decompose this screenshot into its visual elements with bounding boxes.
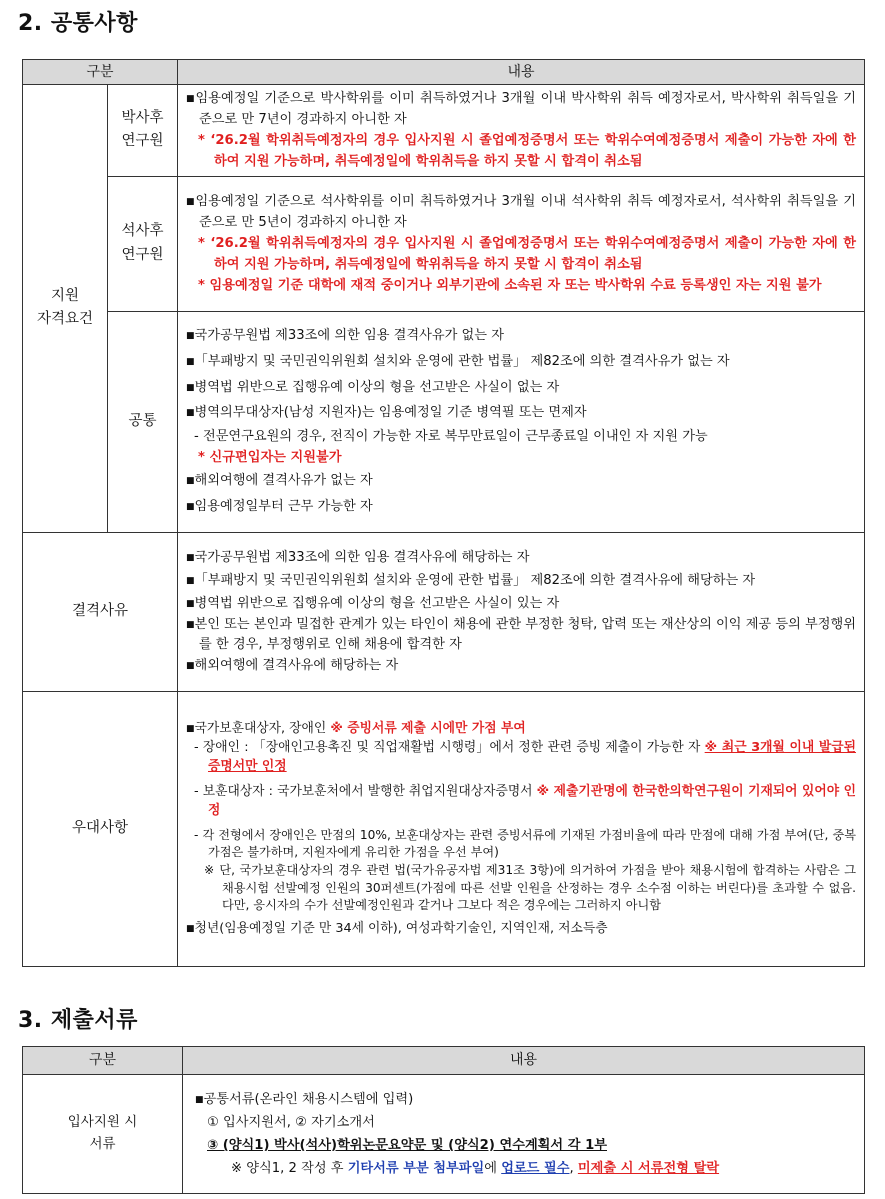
disqualification-content (178, 532, 865, 691)
preference-row (23, 691, 865, 966)
table-header-row (23, 60, 865, 85)
header-content: 내용 (183, 1047, 865, 1075)
common-label: 공통 (108, 311, 178, 532)
common-content (178, 311, 865, 532)
pref-item-2: ■ 청년(임용예정일 기준 만 34세 이하), 여성과학기술인, 지역인재, 저소득층 (186, 919, 856, 938)
postdoc-row (23, 85, 865, 177)
pref-disabled (186, 738, 856, 776)
common-dash-note: - 전문연구요원의 경우, 전직이 가능한 자로 복무만료일이 근무종료일 이내인 자 지원 가능 (194, 429, 708, 445)
submission-documents-table (22, 1046, 865, 1194)
common-requirements-table (22, 59, 865, 967)
application-docs-content (183, 1075, 865, 1194)
qualification-label (23, 85, 108, 533)
section-2-heading: 2. 공통사항 (18, 11, 138, 36)
common-row (23, 311, 865, 532)
pref-disabled-red: ※ 최근 3개월 이내 발급된 증명서만 인정 (208, 739, 856, 775)
docs-note-prefix: ※ 양식1, 2 작성 후 (231, 1161, 348, 1177)
pref-veteran (186, 782, 856, 820)
common-item-6: ■ 임용예정일부터 근무 가능한 자 (186, 494, 856, 520)
postdoc-label-line1: 박사후 (121, 110, 164, 127)
postmaster-star-note-1: * ‘26.2월 학위취득예정자의 경우 입사지원 시 졸업예정증명서 또는 학위수여예정증명서 제출이 가능한 자에 한하여 지원 가능하며, 취득예정일에 학위취득을 하지 못할 시 합격이 취소됨 (198, 235, 856, 273)
pref-item-1 (186, 719, 856, 738)
postdoc-label (108, 85, 178, 177)
postmaster-bullet: ■ 임용예정일 기준으로 석사학위를 이미 취득하였거나 3개월 이내 석사학위 취득 예정자로서, 석사학위 취득일을 기준으로 만 5년이 경과하지 아니한 자 (186, 191, 856, 233)
postmaster-label-line2: 연구원 (121, 246, 164, 263)
common-item-2: ■ 「부패방지 및 국민권익위원회 설치와 운영에 관한 법률」 제82조에 의한 결격사유가 없는 자 (186, 349, 856, 375)
postdoc-content (178, 85, 865, 177)
postmaster-label-line1: 석사후 (121, 223, 164, 240)
postdoc-bullet: ■ 임용예정일 기준으로 박사학위를 이미 취득하였거나 3개월 이내 박사학위 취득 예정자로서, 박사학위 취득일을 기준으로 만 7년이 경과하지 아니한 자 (186, 88, 856, 130)
application-docs-label (23, 1075, 183, 1194)
pref-bonus: - 각 전형에서 장애인은 만점의 10%, 보훈대상자는 관련 증빙서류에 기재된 가점비율에 따라 만점에 대해 가점 부여(단, 중복 가점은 불가하며, 지원자에게 유리한 가점을 우선 부여) (194, 827, 856, 860)
disq-item-3: ■ 병역법 위반으로 집행유예 이상의 형을 선고받은 사실이 있는 자 (186, 592, 856, 615)
preference-label: 우대사항 (23, 691, 178, 966)
table-header-row (23, 1047, 865, 1075)
header-category: 구분 (23, 1047, 183, 1075)
disq-item-1: ■ 국가공무원법 제33조에 의한 임용 결격사유에 해당하는 자 (186, 546, 856, 569)
common-item-3: ■ 병역법 위반으로 집행유예 이상의 형을 선고받은 사실이 없는 자 (186, 375, 856, 401)
pref-item-1-text: 국가보훈대상자, 장애인 (194, 720, 331, 736)
postdoc-label-line2: 연구원 (121, 133, 164, 150)
disq-item-2: ■ 「부패방지 및 국민권익위원회 설치와 운영에 관한 법률」 제82조에 의한 결격사유에 해당하는 자 (186, 569, 856, 592)
qualification-label-line2: 자격요건 (36, 311, 94, 328)
disqualification-row (23, 532, 865, 691)
pref-item-1-red: ※ 증빙서류 제출 시에만 가점 부여 (330, 720, 526, 736)
preference-content (178, 691, 865, 966)
header-content: 내용 (178, 60, 865, 85)
docs-note-mid: 에 (484, 1161, 502, 1177)
postmaster-star-note-2: * 임용예정일 기준 대학에 재적 중이거나 외부기관에 소속된 자 또는 박사학위 수료 등록생인 자는 지원 불가 (198, 278, 822, 294)
disq-item-5: ■ 해외여행에 결격사유에 해당하는 자 (186, 654, 856, 677)
postmaster-content (178, 176, 865, 311)
common-item-4: ■ 병역의무대상자(남성 지원자)는 임용예정일 기준 병역필 또는 면제자 (186, 400, 856, 426)
docs-note-fail-warning: 미제출 시 서류전형 탈락 (577, 1161, 720, 1177)
disqualification-label: 결격사유 (23, 532, 178, 691)
docs-note-comma: , (569, 1161, 578, 1177)
common-star-note: * 신규편입자는 지원불가 (198, 450, 342, 466)
pref-disabled-text: - 장애인 : 「장애인고용촉진 및 직업재활법 시행령」에서 정한 관련 증빙 제출이 가능한 자 (194, 739, 705, 755)
application-docs-label-line1: 입사지원 시 (67, 1114, 138, 1131)
header-category: 구분 (23, 60, 178, 85)
common-item-1: ■ 국가공무원법 제33조에 의한 임용 결격사유가 없는 자 (186, 323, 856, 349)
section-3-heading: 3. 제출서류 (18, 1008, 138, 1033)
pref-bonus-note: ※ 단, 국가보훈대상자의 경우 관련 법(국가유공자법 제31조 3항)에 의거하여 가점을 받아 채용시험에 합격하는 사람은 그 채용시험 선발예정 인원의 30퍼센트(가점에 따른 선발 인원을 산정하는 경우 소수점 이하는 버린다)를 초과할 수 없음. 다만, 응시자의 수가 선발예정인원과 같거나 그보다 적은 경우에는 그러하지 아니함 (204, 863, 856, 913)
qualification-label-line1: 지원 (50, 288, 79, 305)
application-docs-label-line2: 서류 (89, 1136, 116, 1152)
docs-common-bullet: ■ 공통서류(온라인 채용시스템에 입력) (195, 1088, 856, 1111)
docs-note-upload-required: 업로드 필수 (501, 1161, 570, 1177)
pref-veteran-red: ※ 제출기관명에 한국한의학연구원이 기재되어 있어야 인정 (208, 784, 856, 819)
application-docs-row (23, 1075, 865, 1194)
docs-item-1-2: ① 입사지원서, ② 자기소개서 (207, 1114, 375, 1130)
disq-item-4: ■ 본인 또는 본인과 밀접한 관계가 있는 타인이 채용에 관한 부정한 청탁, 압력 또는 재산상의 이익 제공 등의 부정행위를 한 경우, 부정행위로 인해 채용에 합격한 자 (186, 615, 856, 655)
postdoc-star-note: * ‘26.2월 학위취득예정자의 경우 입사지원 시 졸업예정증명서 또는 학위수여예정증명서 제출이 가능한 자에 한하여 지원 가능하며, 취득예정일에 학위취득을 하지 못할 시 합격이 취소됨 (198, 133, 856, 170)
postmaster-row (23, 176, 865, 311)
postmaster-label (108, 176, 178, 311)
docs-item-3: ③ (양식1) 박사(석사)학위논문요약문 및 (양식2) 연수계획서 각 1부 (207, 1138, 607, 1153)
docs-upload-note (195, 1157, 856, 1180)
docs-note-attachment: 기타서류 부분 첨부파일 (347, 1161, 485, 1177)
pref-veteran-text: - 보훈대상자 : 국가보훈처에서 발행한 취업지원대상자증명서 (194, 784, 537, 800)
common-item-5: ■ 해외여행에 결격사유가 없는 자 (186, 468, 856, 494)
